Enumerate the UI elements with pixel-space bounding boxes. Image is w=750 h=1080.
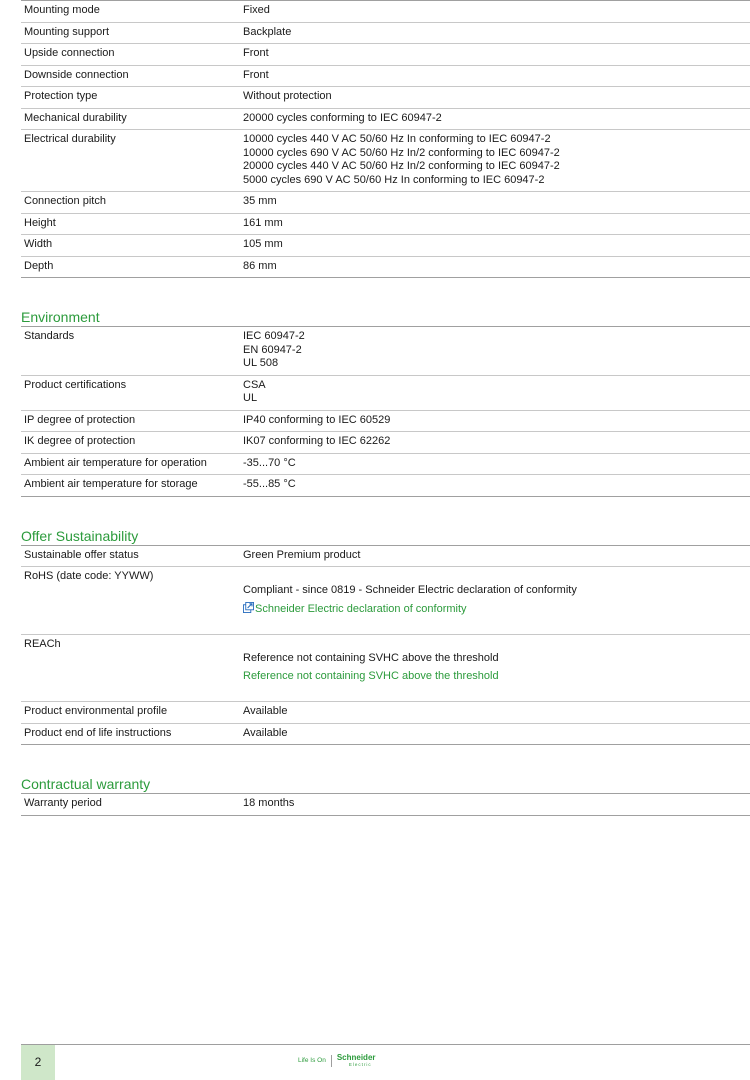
- spec-key: Product environmental profile: [21, 702, 240, 724]
- spec-key: Ambient air temperature for storage: [21, 475, 240, 497]
- spec-value: Available: [240, 723, 750, 745]
- spec-key: Standards: [21, 327, 240, 376]
- spec-key: IK degree of protection: [21, 432, 240, 454]
- spec-value: Front: [240, 44, 750, 66]
- table-row: [21, 723, 750, 745]
- table-row: [21, 44, 750, 66]
- spec-key: Warranty period: [21, 794, 240, 816]
- spec-key: IP degree of protection: [21, 410, 240, 432]
- spec-value: 18 months: [240, 794, 750, 816]
- section-title-contractual-warranty: Contractual warranty: [21, 776, 151, 792]
- spec-key: Depth: [21, 256, 240, 278]
- table-row: [21, 87, 750, 109]
- table-row: [21, 327, 750, 376]
- spec-key: Protection type: [21, 87, 240, 109]
- spec-table-warranty: [21, 793, 750, 816]
- declaration-of-conformity-link[interactable]: [243, 602, 750, 617]
- spec-value: 86 mm: [240, 256, 750, 278]
- table-row: [21, 545, 750, 567]
- brand-separator: [331, 1055, 332, 1067]
- spec-key: Mechanical durability: [21, 108, 240, 130]
- spec-value: 20000 cycles conforming to IEC 60947-2: [240, 108, 750, 130]
- table-row: [21, 432, 750, 454]
- spec-value: Green Premium product: [240, 545, 750, 567]
- spec-value: Reference not containing SVHC above the threshold: [243, 651, 499, 664]
- table-row: [21, 130, 750, 192]
- spec-table-environment: [21, 326, 750, 497]
- spec-key: Product certifications: [21, 375, 240, 410]
- link-label: Schneider Electric declaration of conformity: [255, 603, 467, 615]
- spec-value: Backplate: [240, 22, 750, 44]
- spec-key: Upside connection: [21, 44, 240, 66]
- spec-value: IK07 conforming to IEC 62262: [240, 432, 750, 454]
- table-row: [21, 567, 750, 635]
- brand-tagline: Life Is On: [298, 1057, 326, 1065]
- spec-key: Product end of life instructions: [21, 723, 240, 745]
- reach-link[interactable]: Reference not containing SVHC above the threshold: [243, 670, 499, 682]
- spec-value: CSA UL: [240, 375, 750, 410]
- table-row: [21, 65, 750, 87]
- spec-value: Available: [240, 702, 750, 724]
- spec-value: Without protection: [240, 87, 750, 109]
- table-row: [21, 794, 750, 816]
- table-row: [21, 410, 750, 432]
- brand-name: Schneider: [336, 1053, 376, 1062]
- spec-value: IP40 conforming to IEC 60529: [240, 410, 750, 432]
- spec-value: IEC 60947-2 EN 60947-2 UL 508: [240, 327, 750, 376]
- external-link-icon: [243, 602, 254, 613]
- table-row: [21, 475, 750, 497]
- table-row: [21, 192, 750, 214]
- table-row: [21, 635, 750, 702]
- section-title-environment: Environment: [21, 309, 100, 325]
- spec-value-cell: [240, 635, 750, 702]
- page-number: 2: [21, 1045, 55, 1080]
- spec-value: -55...85 °C: [240, 475, 750, 497]
- spec-key: Downside connection: [21, 65, 240, 87]
- table-row: [21, 1, 750, 23]
- spec-value: 161 mm: [240, 213, 750, 235]
- spec-key: Connection pitch: [21, 192, 240, 214]
- spec-key: Electrical durability: [21, 130, 240, 192]
- table-row: [21, 453, 750, 475]
- spec-key: Sustainable offer status: [21, 545, 240, 567]
- spec-value: Compliant - since 0819 - Schneider Electric declaration of conformity: [243, 583, 577, 596]
- footer-divider: [21, 1044, 750, 1045]
- table-row: [21, 702, 750, 724]
- table-row: [21, 235, 750, 257]
- spec-key: Height: [21, 213, 240, 235]
- table-row: [21, 213, 750, 235]
- spec-value: 10000 cycles 440 V AC 50/60 Hz In conforming to IEC 60947-2 10000 cycles 690 V AC 50/60 Hz In/2 conforming to IEC 60947-2 20000 cycles 440 V AC 50/60 Hz In/2 conforming to IEC 60947-2 5000 cycles 690 V AC 50/60 Hz In conforming to IEC 60947-2: [240, 130, 750, 192]
- spec-value: Fixed: [240, 1, 750, 23]
- schneider-logo: [337, 1054, 376, 1068]
- spec-key: Width: [21, 235, 240, 257]
- spec-value: -35...70 °C: [240, 453, 750, 475]
- brand-footer: [298, 1053, 376, 1069]
- section-title-offer-sustainability: Offer Sustainability: [21, 527, 139, 544]
- brand-sub: Electric: [348, 1062, 372, 1067]
- spec-sheet: [21, 0, 750, 816]
- spec-key: RoHS (date code: YYWW): [21, 567, 240, 635]
- spec-value: 35 mm: [240, 192, 750, 214]
- spec-table-dimensions: [21, 0, 750, 278]
- spec-table-sustainability: [21, 545, 750, 746]
- spec-key: REACh: [21, 635, 240, 702]
- table-row: [21, 108, 750, 130]
- table-row: [21, 22, 750, 44]
- spec-value: Front: [240, 65, 750, 87]
- table-row: [21, 375, 750, 410]
- spec-key: Mounting mode: [21, 1, 240, 23]
- spec-value: 105 mm: [240, 235, 750, 257]
- spec-value-cell: [240, 567, 750, 635]
- spec-key: Ambient air temperature for operation: [21, 453, 240, 475]
- spec-key: Mounting support: [21, 22, 240, 44]
- table-row: [21, 256, 750, 278]
